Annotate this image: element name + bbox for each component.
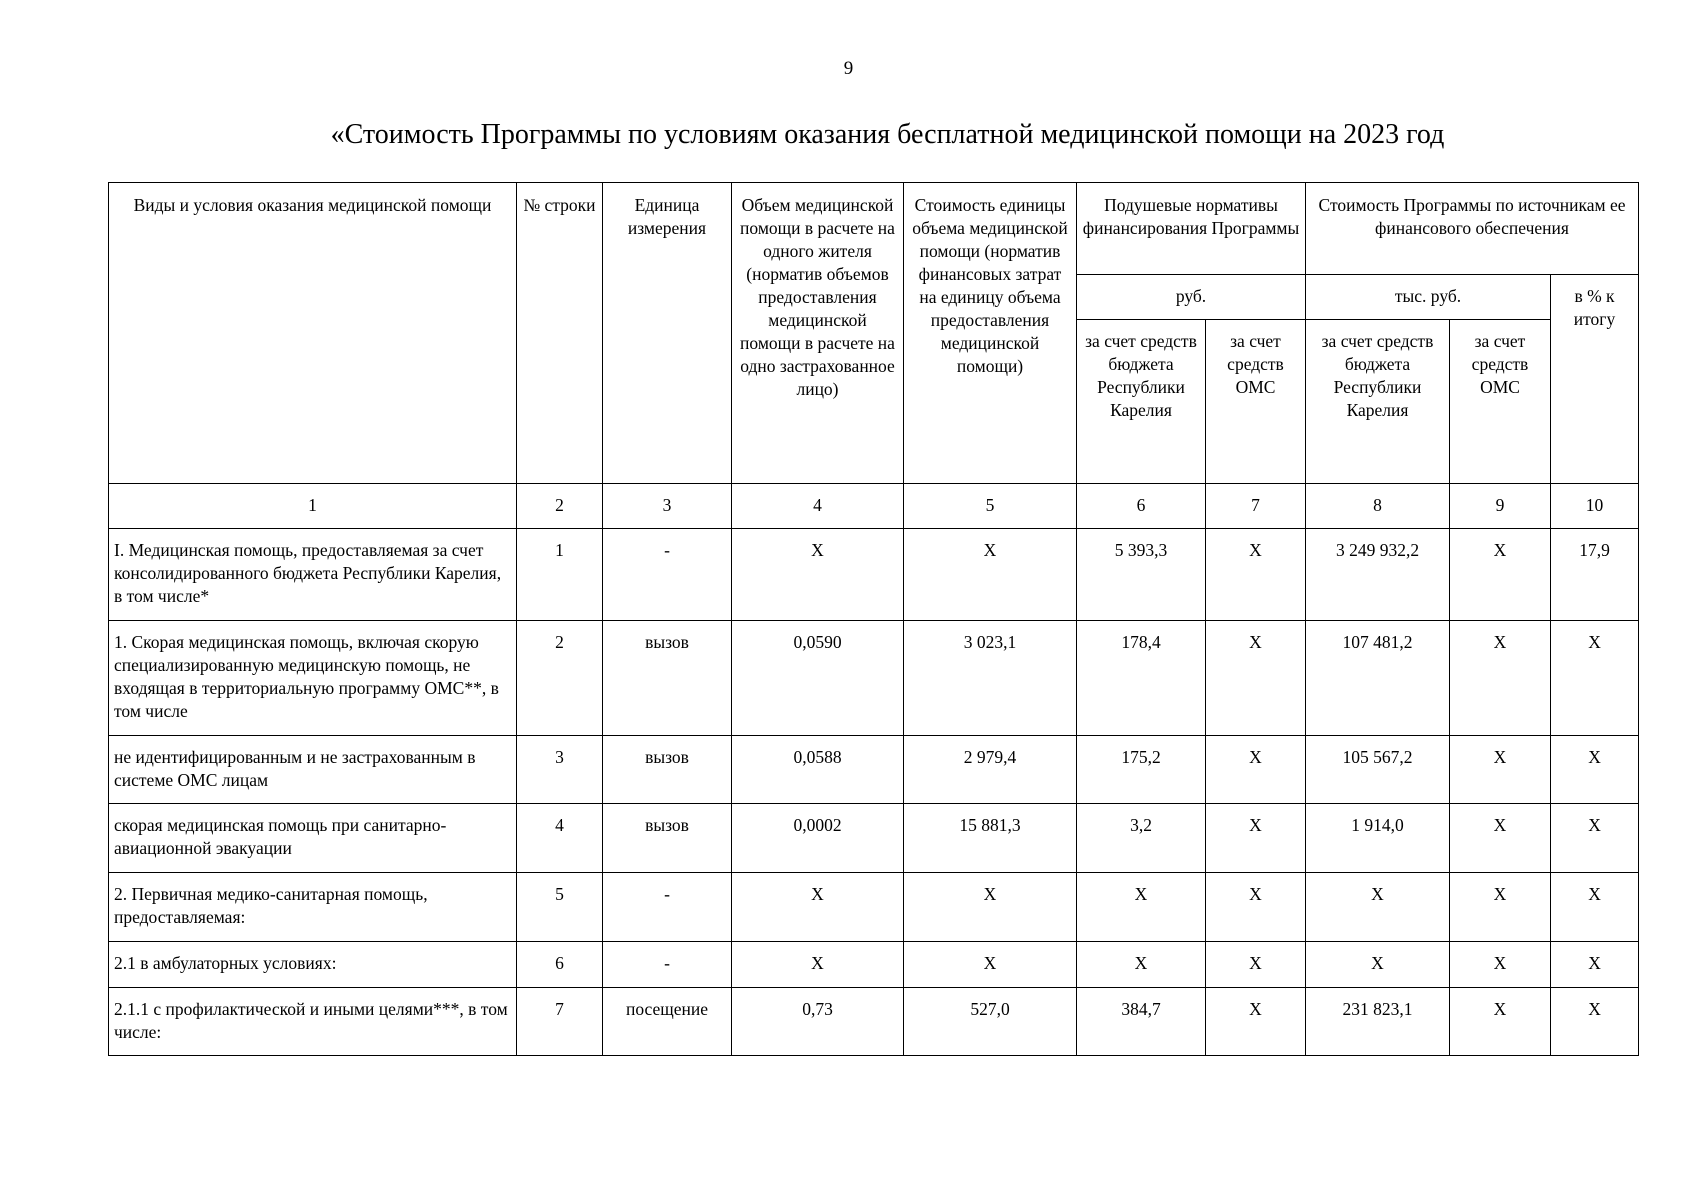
column-number: 3 [603, 484, 732, 529]
row-percent: 17,9 [1551, 529, 1639, 621]
row-unit: вызов [603, 621, 732, 736]
row-budget-thousand: Х [1306, 873, 1450, 942]
column-number: 8 [1306, 484, 1450, 529]
row-name: 2.1.1 с профилактической и иными целями***, в том числе: [109, 988, 517, 1056]
table-row [109, 736, 1639, 804]
row-unit-cost: Х [904, 942, 1077, 988]
document-title: «Стоимость Программы по условиям оказания бесплатной медицинской помощи на 2023 год [330, 119, 1445, 150]
row-unit-cost: 2 979,4 [904, 736, 1077, 804]
row-unit-cost: Х [904, 529, 1077, 621]
row-unit-cost: Х [904, 873, 1077, 942]
row-name: 1. Скорая медицинская помощь, включая скорую специализированную медицинскую помощь, не входящая в территориальную программу ОМС**, в том числе [109, 621, 517, 736]
column-number: 6 [1077, 484, 1206, 529]
row-percent: Х [1551, 873, 1639, 942]
row-unit: посещение [603, 988, 732, 1056]
row-oms-rub: Х [1206, 736, 1306, 804]
row-unit: вызов [603, 736, 732, 804]
header-thousand-rub: тыс. руб. [1306, 275, 1551, 320]
row-oms-thousand: Х [1450, 942, 1551, 988]
row-budget-rub: Х [1077, 873, 1206, 942]
header-budget-rk-thousand: за счет средств бюджета Республики Карелия [1306, 320, 1450, 484]
row-oms-thousand: Х [1450, 621, 1551, 736]
row-oms-rub: Х [1206, 942, 1306, 988]
row-volume: Х [732, 873, 904, 942]
row-name: не идентифицированным и не застрахованным в системе ОМС лицам [109, 736, 517, 804]
row-budget-rub: 5 393,3 [1077, 529, 1206, 621]
row-number: 1 [517, 529, 603, 621]
column-number: 9 [1450, 484, 1551, 529]
row-budget-rub: 178,4 [1077, 621, 1206, 736]
row-number: 6 [517, 942, 603, 988]
table-row [109, 942, 1639, 988]
row-percent: Х [1551, 988, 1639, 1056]
row-number: 3 [517, 736, 603, 804]
row-budget-thousand: 3 249 932,2 [1306, 529, 1450, 621]
header-volume: Объем медицинской помощи в расчете на одного жителя (норматив объемов предоставления медицинской помощи в расчете на одно застрахованное лицо) [732, 183, 904, 484]
row-unit: - [603, 942, 732, 988]
header-unit-cost: Стоимость единицы объема медицинской помощи (норматив финансовых затрат на единицу объема предоставления медицинской помощи) [904, 183, 1077, 484]
column-number: 7 [1206, 484, 1306, 529]
row-percent: Х [1551, 804, 1639, 873]
row-oms-rub: Х [1206, 621, 1306, 736]
row-oms-thousand: Х [1450, 988, 1551, 1056]
column-numbers-row [109, 484, 1639, 529]
row-budget-thousand: 105 567,2 [1306, 736, 1450, 804]
row-budget-thousand: Х [1306, 942, 1450, 988]
row-unit: - [603, 529, 732, 621]
column-number: 10 [1551, 484, 1639, 529]
row-oms-rub: Х [1206, 988, 1306, 1056]
header-percent-total: в % к итогу [1551, 275, 1639, 484]
header-type-of-care: Виды и условия оказания медицинской помощи [109, 183, 517, 484]
row-name: I. Медицинская помощь, предоставляемая за счет консолидированного бюджета Республики Карелия, в том числе* [109, 529, 517, 621]
header-rub: руб. [1077, 275, 1306, 320]
column-number: 2 [517, 484, 603, 529]
column-number: 4 [732, 484, 904, 529]
column-number: 5 [904, 484, 1077, 529]
row-volume: 0,73 [732, 988, 904, 1056]
row-oms-thousand: Х [1450, 804, 1551, 873]
row-unit-cost: 15 881,3 [904, 804, 1077, 873]
row-volume: 0,0002 [732, 804, 904, 873]
row-oms-rub: Х [1206, 873, 1306, 942]
row-percent: Х [1551, 736, 1639, 804]
row-budget-thousand: 107 481,2 [1306, 621, 1450, 736]
header-oms: за счет средств ОМС [1206, 320, 1306, 484]
table-row [109, 804, 1639, 873]
row-volume: Х [732, 529, 904, 621]
header-unit: Единица измерения [603, 183, 732, 484]
row-oms-thousand: Х [1450, 873, 1551, 942]
table-row [109, 988, 1639, 1056]
program-cost-table [108, 182, 1639, 1056]
table-row [109, 621, 1639, 736]
table-row [109, 529, 1639, 621]
row-number: 2 [517, 621, 603, 736]
row-number: 7 [517, 988, 603, 1056]
header-per-capita: Подушевые нормативы финансирования Программы [1077, 183, 1306, 275]
row-volume: 0,0588 [732, 736, 904, 804]
header-row-number: № строки [517, 183, 603, 484]
row-name: скорая медицинская помощь при санитарно-авиационной эвакуации [109, 804, 517, 873]
table-row [109, 873, 1639, 942]
row-percent: Х [1551, 621, 1639, 736]
row-budget-rub: Х [1077, 942, 1206, 988]
page-number: 9 [843, 58, 854, 79]
row-budget-rub: 3,2 [1077, 804, 1206, 873]
row-percent: Х [1551, 942, 1639, 988]
row-unit: вызов [603, 804, 732, 873]
row-budget-thousand: 231 823,1 [1306, 988, 1450, 1056]
row-budget-thousand: 1 914,0 [1306, 804, 1450, 873]
column-number: 1 [109, 484, 517, 529]
row-number: 4 [517, 804, 603, 873]
row-unit: - [603, 873, 732, 942]
row-unit-cost: 527,0 [904, 988, 1077, 1056]
header-oms-thousand: за счет средств ОМС [1450, 320, 1551, 484]
row-volume: 0,0590 [732, 621, 904, 736]
header-budget-rk: за счет средств бюджета Республики Карелия [1077, 320, 1206, 484]
row-oms-rub: Х [1206, 804, 1306, 873]
row-budget-rub: 175,2 [1077, 736, 1206, 804]
row-budget-rub: 384,7 [1077, 988, 1206, 1056]
row-oms-thousand: Х [1450, 529, 1551, 621]
row-name: 2.1 в амбулаторных условиях: [109, 942, 517, 988]
row-name: 2. Первичная медико-санитарная помощь, предоставляемая: [109, 873, 517, 942]
row-oms-rub: Х [1206, 529, 1306, 621]
row-oms-thousand: Х [1450, 736, 1551, 804]
row-number: 5 [517, 873, 603, 942]
row-unit-cost: 3 023,1 [904, 621, 1077, 736]
header-program-cost: Стоимость Программы по источникам ее финансового обеспечения [1306, 183, 1639, 275]
row-volume: Х [732, 942, 904, 988]
